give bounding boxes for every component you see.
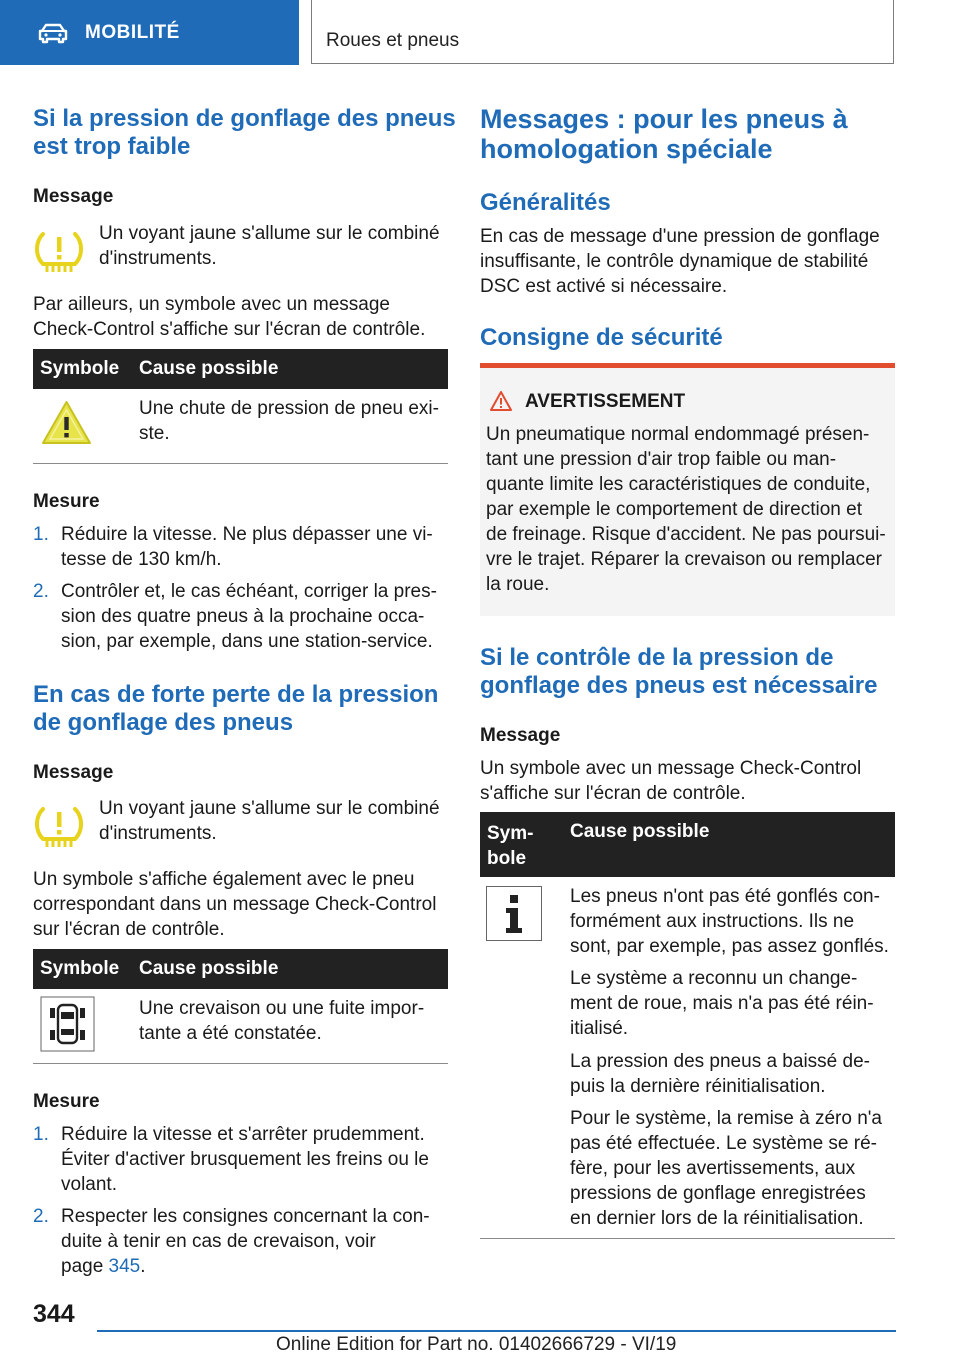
warning-triangle-icon [489, 390, 513, 412]
page-link[interactable]: 345 [108, 1256, 141, 1277]
list-item: Réduire la vitesse et s'arrêter prudemment. Éviter d'activer brusquement les freins ou le volant. [61, 1124, 429, 1195]
list-item-number: 1. [33, 1124, 49, 1145]
section-tab-label: MOBILITÉ [85, 21, 180, 43]
tire-pressure-warning-icon [33, 803, 85, 851]
table-bottom-rule [33, 1063, 448, 1064]
tire-puncture-car-icon [40, 996, 95, 1052]
check-control-note: Un symbole s'affiche également avec le pneu correspondant dans un message Check-Control sur l'écran de contrôle. [33, 869, 437, 940]
warning-text: Un pneumatique normal endommagé présen- tant une pression d'air trop faible ou man- quante limite les caractéristiques de conduite, par exemple le comportement de direction et de freinage. Risque d'accident. Ne pas poursui- vre le trajet. Réparer la crevaison ou remplacer la roue. [486, 424, 886, 595]
message-label: Message [480, 725, 561, 746]
table-cell-cause: Le système a reconnu un change- ment de roue, mais n'a pas été réin- itialisé. [570, 968, 874, 1039]
chapter-title: Roues et pneus [326, 30, 460, 51]
section-title-check-needed: Si le contrôle de la pression de gonflage des pneus est nécessaire [480, 644, 878, 699]
table-cell-cause: Les pneus n'ont pas été gonflés con- formément aux instructions. Ils ne sont, par exemple, pas assez gonflés. [570, 886, 889, 957]
table-cell-cause: Pour le système, la remise à zéro n'a pas été effectuée. Le système se ré- fère, pour les avertissements, aux pressions de gonflage enregistrées en dernier lors de la réinitialisation. [570, 1108, 882, 1229]
info-icon [486, 886, 542, 941]
list-item-number: 1. [33, 524, 49, 545]
table-header: Symbole Cause possible [33, 949, 448, 989]
table-bottom-rule [480, 1238, 895, 1239]
check-control-note: Par ailleurs, un symbole avec un message Check-Control s'affiche sur l'écran de contrôle. [33, 294, 426, 340]
main-title: Messages : pour les pneus à homologation spéciale [480, 104, 848, 164]
table-bottom-rule [33, 463, 448, 464]
indicator-description: Un voyant jaune s'allume sur le combiné d'instruments. [99, 223, 440, 269]
page-number: 344 [33, 1300, 75, 1328]
table-header: Symbole Cause possible [33, 349, 448, 389]
table-cell-cause: La pression des pneus a baissé de- puis la dernière réinitialisation. [570, 1051, 870, 1097]
safety-title: Consigne de sécurité [480, 324, 723, 351]
chapter-header [311, 0, 894, 64]
table-header: Sym- bole Cause possible [480, 812, 895, 877]
section-title-severe-loss: En cas de forte perte de la pression de gonflage des pneus [33, 681, 439, 736]
warning-triangle-icon [40, 399, 93, 446]
warning-label: AVERTISSEMENT [525, 391, 686, 412]
list-item-number: 2. [33, 1206, 49, 1227]
list-item-number: 2. [33, 581, 49, 602]
list-item: Réduire la vitesse. Ne plus dépasser une vi- tesse de 130 km/h. [61, 524, 433, 570]
edition-note: Online Edition for Part no. 01402666729 - VI/19 [276, 1334, 677, 1355]
section-tab[interactable] [0, 0, 299, 65]
section-title-low-pressure: Si la pression de gonflage des pneus est trop faible [33, 105, 456, 160]
list-item: Contrôler et, le cas échéant, corriger la pres- sion des quatre pneus à la prochaine occa- sion, par exemple, dans une station-service. [61, 581, 437, 652]
message-label: Message [33, 762, 114, 783]
generalites-text: En cas de message d'une pression de gonflage insuffisante, le contrôle dynamique de stabilité DSC est activé si nécessaire. [480, 226, 880, 297]
check-control-note: Un symbole avec un message Check-Control s'affiche sur l'écran de contrôle. [480, 758, 862, 804]
generalites-title: Généralités [480, 189, 611, 216]
mesure-label: Mesure [33, 491, 100, 512]
table-cell-cause: Une chute de pression de pneu exi- ste. [139, 398, 439, 444]
tire-pressure-warning-icon [33, 228, 85, 276]
message-label: Message [33, 186, 114, 207]
indicator-description: Un voyant jaune s'allume sur le combiné d'instruments. [99, 798, 440, 844]
table-cell-cause: Une crevaison ou une fuite impor- tante a été constatée. [139, 998, 425, 1044]
mesure-label: Mesure [33, 1091, 100, 1112]
car-icon [37, 22, 69, 44]
list-item: Respecter les consignes concernant la con- duite à tenir en cas de crevaison, voir page 345. [61, 1206, 430, 1277]
footer-rule [97, 1330, 896, 1332]
